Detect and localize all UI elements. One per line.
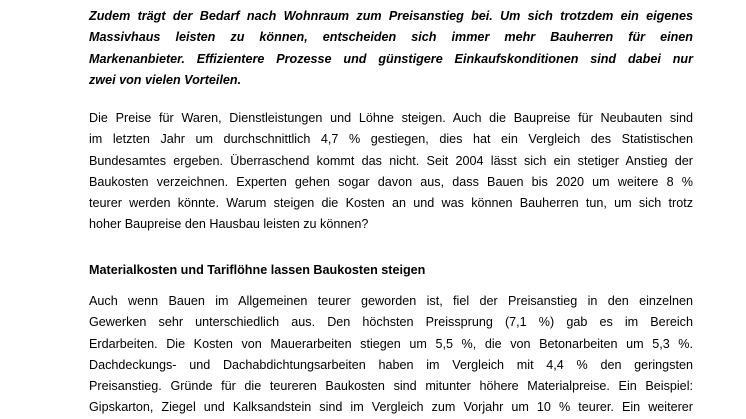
body-line: Erdarbeiten. Die Kosten von Mauerarbeiten stiegen um 5,5 %, die von Betonarbeiten um 5,3 %. bbox=[89, 336, 693, 351]
body-line: teurer werden könnte. Warum steigen die Kosten an und was können Bauherren tun, um sich trotz bbox=[89, 196, 693, 211]
body-line: Auch wenn Bauen im Allgemeinen teurer geworden ist, fiel der Preisanstieg in den einzelnen bbox=[89, 294, 693, 308]
lead-line: Massivhaus leisten zu können, entscheiden sich immer mehr Bauherren für einen bbox=[89, 30, 693, 45]
body-line: Dachdeckungs- und Dachabdichtungsarbeiten haben im Vergleich mit 4,4 % den geringsten bbox=[89, 357, 693, 372]
lead-line: Zudem trägt der Bedarf nach Wohnraum zum Preisanstieg bei. Um sich trotzdem ein eigenes bbox=[89, 9, 693, 23]
body-line: Die Preise für Waren, Dienstleistungen und Löhne steigen. Auch die Baupreise für Neubauten sind bbox=[89, 111, 693, 125]
body-line: hoher Baupreise den Hausbau leisten zu können? bbox=[89, 217, 369, 232]
lead-line: zwei von vielen Vorteilen. bbox=[89, 72, 242, 87]
body-line: Gewerken sehr unterschiedlich aus. Den höchsten Preissprung (7,1 %) gab es im Bereich bbox=[89, 315, 693, 330]
body-line: Gipskarton, Ziegel und Kalksandstein sind im Vergleich zum Vorjahr um 10 % teurer. Ein weiterer bbox=[89, 400, 693, 415]
body-line: im letzten Jahr um durchschnittlich 4,7 % gestiegen, dies hat ein Vergleich des Statistischen bbox=[89, 132, 693, 147]
lead-paragraph bbox=[89, 6, 693, 91]
body-line: Baukosten verzeichnen. Experten gehen sogar davon aus, dass Bauen bis 2020 um weitere 8 % bbox=[89, 174, 693, 189]
body-paragraph-2 bbox=[89, 291, 693, 419]
body-paragraph-1 bbox=[89, 108, 693, 236]
body-line: Bundesamtes ergeben. Überraschend kommt das nicht. Seit 2004 lässt sich ein stetiger Anstieg der bbox=[89, 153, 693, 168]
section-heading: Materialkosten und Tariflöhne lassen Baukosten steigen bbox=[89, 263, 426, 277]
body-line: Preisanstieg. Gründe für die teureren Baukosten sind mitunter höhere Materialpreise. Ein Beispiel: bbox=[89, 379, 693, 394]
lead-line: Markenanbieter. Effizientere Prozesse und günstigere Einkaufskonditionen sind dabei nur bbox=[89, 51, 693, 66]
